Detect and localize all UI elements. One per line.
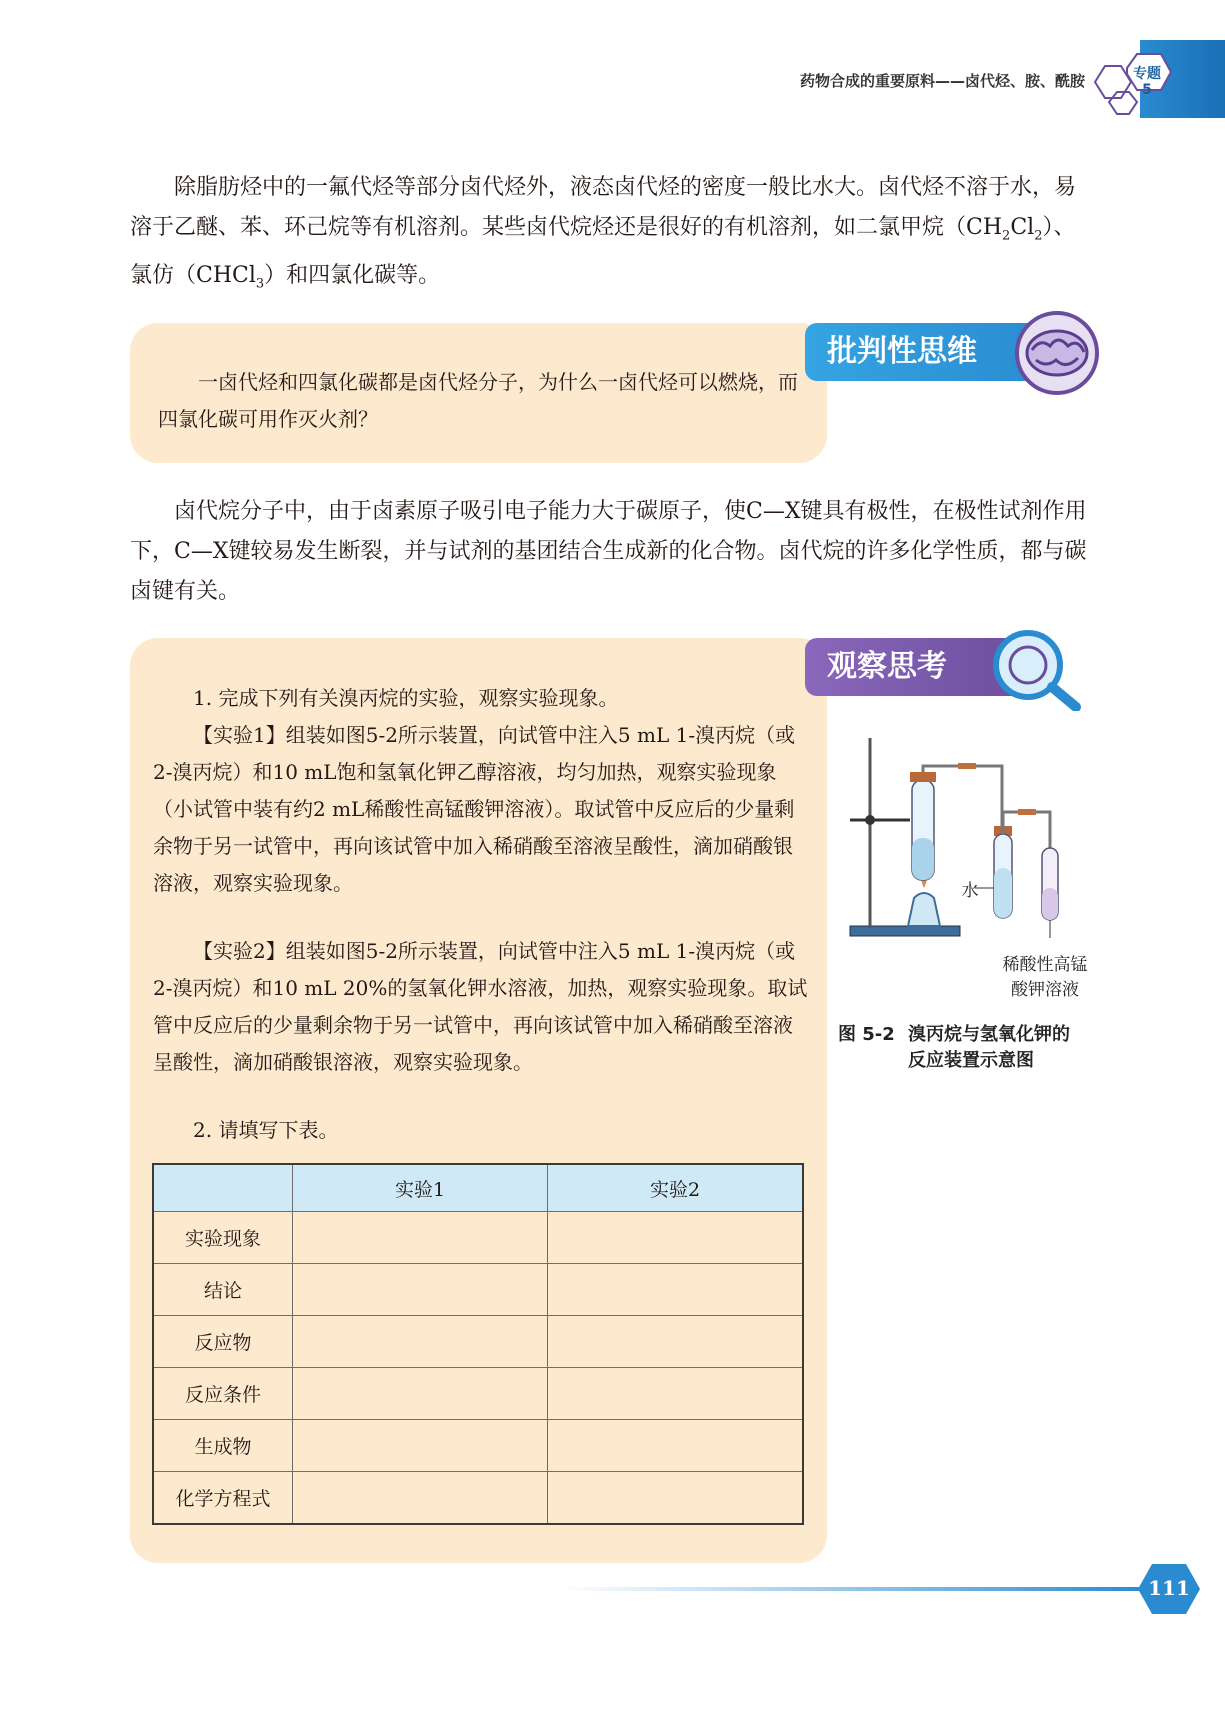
blank-cell[interactable] <box>547 1472 803 1525</box>
blank-cell[interactable] <box>547 1212 803 1264</box>
table-row <box>153 1420 803 1472</box>
water-label: 水 <box>961 881 979 901</box>
blank-cell[interactable] <box>547 1368 803 1420</box>
table-header-exp1: 实验1 <box>292 1164 547 1212</box>
table-row <box>153 1212 803 1264</box>
task-item-1: 1. 完成下列有关溴丙烷的实验，观察实验现象。 <box>193 686 619 710</box>
badge-number: 5 <box>1142 82 1152 98</box>
badge-label: 专题 <box>1133 66 1161 82</box>
kmno4-label: 稀酸性高锰 酸钾溶液 <box>1002 955 1088 1000</box>
experiment-1-text: 【实验1】组装如图5-2所示装置，向试管中注入5 mL 1-溴丙烷（或2-溴丙烷）和10 mL饱和氢氧化钾乙醇溶液，均匀加热，观察实验现象（小试管中装有约2 mL稀酸性高锰酸钾溶液）。取试管中反应后的少量剩余物于另一试管中，再向该试管中加入稀硝酸至溶液呈酸性，滴加硝酸银溶液，观察实验现象。 <box>153 723 796 895</box>
table-header-row <box>153 1164 803 1212</box>
blank-cell[interactable] <box>292 1368 547 1420</box>
table-row <box>153 1472 803 1525</box>
observe-think-label: 观察思考 <box>805 638 1039 696</box>
blank-cell[interactable] <box>292 1472 547 1525</box>
row-label: 化学方程式 <box>153 1472 292 1525</box>
table-header-exp2: 实验2 <box>547 1164 803 1212</box>
row-label: 结论 <box>153 1264 292 1316</box>
table-row <box>153 1316 803 1368</box>
apparatus-diagram <box>840 738 1100 953</box>
row-label: 实验现象 <box>153 1212 292 1264</box>
carbon-halogen-paragraph: 卤代烷分子中，由于卤素原子吸引电子能力大于碳原子，使C—X键具有极性，在极性试剂作用下，C—X键较易发生断裂，并与试剂的基团结合生成新的化合物。卤代烷的许多化学性质，都与碳卤键有关。 <box>130 499 1087 604</box>
table-row <box>153 1264 803 1316</box>
task-item-2: 2. 请填写下表。 <box>193 1118 339 1142</box>
row-label: 反应物 <box>153 1316 292 1368</box>
footer-line <box>560 1587 1145 1591</box>
blank-cell[interactable] <box>547 1420 803 1472</box>
chapter-header-title: 药物合成的重要原料——卤代烃、胺、酰胺 <box>799 72 1085 90</box>
critical-thinking-label: 批判性思维 <box>805 323 1055 381</box>
blank-cell[interactable] <box>292 1212 547 1264</box>
experiment-table <box>152 1163 804 1525</box>
page-number: 111 <box>1148 1576 1190 1600</box>
topic-badge <box>1085 52 1175 126</box>
brain-icon <box>1010 310 1105 396</box>
figure-caption: 溴丙烷与氢氧化钾的 反应装置示意图 <box>908 1024 1070 1071</box>
blank-cell[interactable] <box>292 1316 547 1368</box>
row-label: 反应条件 <box>153 1368 292 1420</box>
blank-cell[interactable] <box>292 1264 547 1316</box>
table-header-empty <box>153 1164 292 1212</box>
experiment-2-text: 【实验2】组装如图5-2所示装置，向试管中注入5 mL 1-溴丙烷（或2-溴丙烷）和10 mL 20%的氢氧化钾水溶液，加热，观察实验现象。取试管中反应后的少量剩余物于另一试管中，再向该试管中加入稀硝酸至溶液呈酸性，滴加硝酸银溶液，观察实验现象。 <box>153 939 808 1074</box>
blank-cell[interactable] <box>547 1264 803 1316</box>
page-number-badge <box>1138 1562 1200 1616</box>
figure-number: 图 5-2 <box>838 1024 895 1045</box>
critical-thinking-text: 一卤代烃和四氯化碳都是卤代烃分子，为什么一卤代烃可以燃烧，而四氯化碳可用作灭火剂？ <box>158 370 798 431</box>
intro-paragraph: 除脂肪烃中的一氟代烃等部分卤代烃外，液态卤代烃的密度一般比水大。卤代烃不溶于水，易溶于乙醚、苯、环己烷等有机溶剂。某些卤代烷烃还是很好的有机溶剂，如二氯甲烷$(CH_2Cl_2)$、氯仿（CHCl$_3$）和四氯化碳等。 <box>130 175 1077 292</box>
row-label: 生成物 <box>153 1420 292 1472</box>
table-row <box>153 1368 803 1420</box>
magnifier-icon <box>988 625 1083 711</box>
blank-cell[interactable] <box>547 1316 803 1368</box>
blank-cell[interactable] <box>292 1420 547 1472</box>
